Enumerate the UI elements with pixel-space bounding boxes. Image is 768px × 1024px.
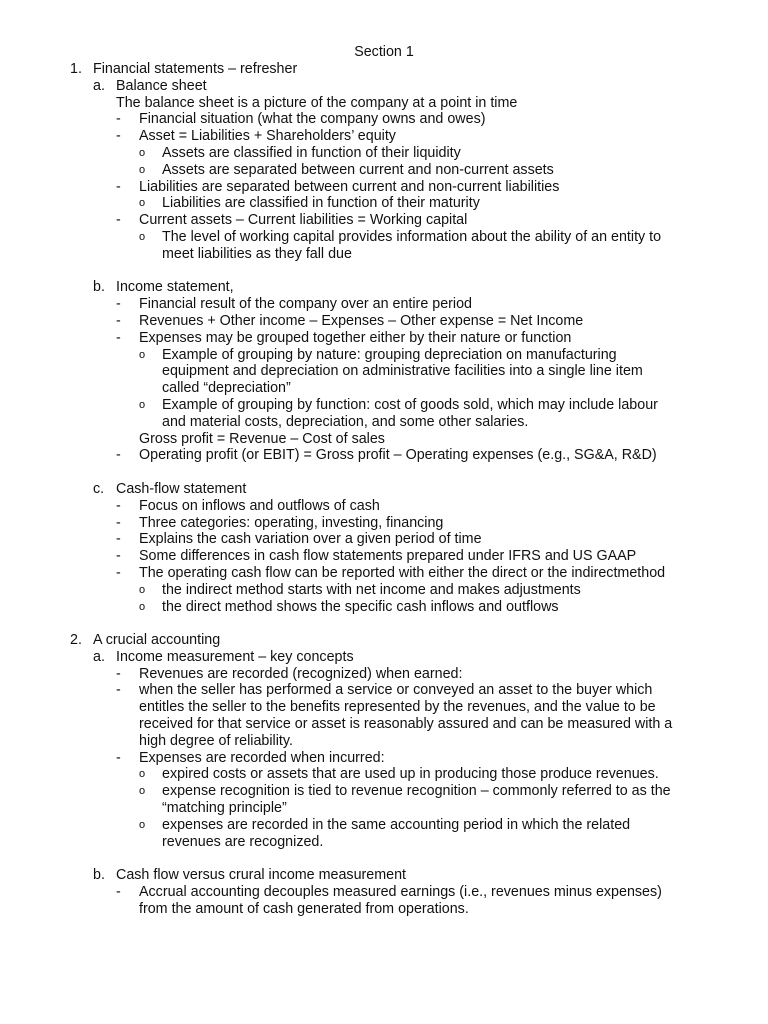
dash-item: - Current assets – Current liabilities = Working capital — [116, 212, 468, 229]
page-title: Section 1 — [354, 44, 414, 60]
sub-bullet-item: o the indirect method starts with net income and makes adjustments — [139, 581, 581, 598]
dash-item: - when the seller has performed a service or conveyed an asset to the buyer which — [116, 682, 653, 699]
sub-bullet-continuation: revenues are recognized. — [162, 833, 324, 850]
subsection-title: Cash flow versus crural income measurement — [116, 867, 407, 884]
dash-item: - Revenues are recorded (recognized) when earned: — [116, 665, 463, 682]
subsection-letter: a. — [93, 77, 105, 94]
sub-bullet-item: o Assets are classified in function of their liquidity — [139, 144, 461, 161]
dash-item: - Some differences in cash flow statements prepared under IFRS and US GAAP — [116, 548, 637, 565]
sub-bullet-item: o expenses are recorded in the same accounting period in which the related — [139, 816, 631, 833]
dash-item: - Focus on inflows and outflows of cash — [116, 497, 380, 514]
dash-item: - Liabilities are separated between current and non-current liabilities — [116, 178, 560, 195]
dash-item: - Asset = Liabilities + Shareholders’ equity — [116, 128, 396, 145]
sub-bullet-item: o Example of grouping by nature: grouping depreciation on manufacturing — [139, 346, 617, 363]
section-2-heading — [0, 632, 768, 649]
subsection-heading — [0, 649, 768, 666]
section-number: 1. — [70, 61, 82, 77]
subsection-title: Income statement, — [116, 279, 234, 296]
subsection-title: Cash-flow statement — [116, 480, 247, 497]
dash-item: - Expenses are recorded when incurred: — [116, 749, 385, 766]
dash-item: - Explains the cash variation over a given period of time — [116, 531, 482, 548]
sub-bullet-item: o the direct method shows the specific cash inflows and outflows — [139, 598, 559, 615]
dash-item: - Revenues + Other income – Expenses – Other expense = Net Income — [116, 312, 584, 329]
dash-item-continuation: entitles the seller to the benefits represented by the revenues, and the value to be — [139, 699, 656, 716]
dash-item: - Financial situation (what the company owns and owes) — [116, 111, 486, 128]
section-1-heading — [0, 61, 768, 78]
subsection-title: Balance sheet — [116, 77, 207, 94]
dash-item: - Financial result of the company over an entire period — [116, 296, 472, 313]
subsection-heading — [0, 78, 768, 95]
dash-item-continuation: high degree of reliability. — [139, 732, 293, 749]
sub-bullet-continuation: equipment and depreciation on administrative facilities into a single line item — [162, 363, 643, 380]
dash-item-continuation: received for that service or asset is reasonably assured and can be measured with a — [139, 716, 673, 733]
subsection-heading — [0, 867, 768, 884]
sub-bullet-continuation: and material costs, depreciation, and some other salaries. — [162, 413, 529, 430]
sub-bullet-item: o The level of working capital provides information about the ability of an entity to — [139, 228, 662, 245]
dash-item: - Operating profit (or EBIT) = Gross profit – Operating expenses (e.g., SG&A, R&D) — [116, 447, 657, 464]
dash-item-continuation: from the amount of cash generated from operations. — [139, 900, 469, 917]
sub-bullet-item: o Liabilities are classified in function of their maturity — [139, 195, 480, 212]
sub-bullet-item: o Example of grouping by function: cost of goods sold, which may include labour — [139, 396, 658, 413]
sub-bullet-continuation: “matching principle” — [162, 800, 287, 817]
dash-item: - The operating cash flow can be reported with either the direct or the indirectmethod — [116, 564, 666, 581]
paragraph: Gross profit = Revenue – Cost of sales — [139, 430, 385, 447]
sub-bullet-item: o expense recognition is tied to revenue recognition – commonly referred to as the — [139, 783, 671, 800]
dash-item: - Accrual accounting decouples measured earnings (i.e., revenues minus expenses) — [116, 884, 662, 901]
document-body — [0, 61, 768, 918]
subsection-title: Income measurement – key concepts — [116, 648, 354, 665]
sub-bullet-item: o expired costs or assets that are used up in producing those produce revenues. — [139, 766, 659, 783]
subsection-heading — [0, 481, 768, 498]
paragraph: The balance sheet is a picture of the company at a point in time — [116, 94, 518, 111]
dash-item: - Three categories: operating, investing, financing — [116, 514, 444, 531]
subsection-letter: c. — [93, 480, 105, 497]
subsection-letter: b. — [93, 279, 105, 296]
sub-bullet-continuation: meet liabilities as they fall due — [162, 245, 352, 262]
subsection-letter: a. — [93, 648, 105, 665]
subsection-letter: b. — [93, 867, 105, 884]
section-title: A crucial accounting — [93, 632, 221, 649]
dash-item: - Expenses may be grouped together either by their nature or function — [116, 329, 572, 346]
sub-bullet-item: o Assets are separated between current and non-current assets — [139, 161, 554, 178]
sub-bullet-continuation: called “depreciation” — [162, 380, 291, 397]
section-title: Financial statements – refresher — [93, 61, 298, 77]
section-number: 2. — [70, 632, 82, 649]
subsection-heading — [0, 279, 768, 296]
